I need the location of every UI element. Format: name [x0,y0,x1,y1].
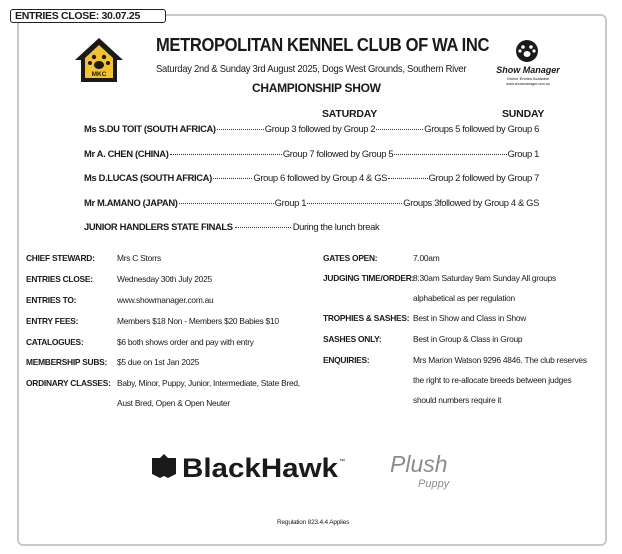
info-label: SASHES ONLY: [323,334,382,344]
judge-name: Mr A. CHEN (CHINA) [84,148,169,159]
info-label: ENQUIRIES: [323,355,370,365]
info-value: Members $18 Non - Members $20 Babies $10 [117,316,279,326]
plush-wordmark: Plush [390,451,448,477]
info-label: CATALOGUES: [26,337,84,347]
info-value: should numbers require it [413,395,502,405]
info-value: Aust Bred, Open & Open Neuter [117,398,230,408]
show-manager-logo [493,38,563,90]
info-value: the right to re-allocate breeds between judges [413,375,572,385]
judge-sunday: Group 1 [507,148,540,159]
info-value: Best in Show and Class in Show [413,313,527,323]
info-value: Mrs Marion Watson 9296 4846. The club reserves [413,355,587,365]
judge-name: Ms D.LUCAS (SOUTH AFRICA) [84,172,212,183]
judge-saturday: Group 3 followed by Group 2 [264,123,376,134]
show-manager-url: www.showmanager.com.au [506,82,550,86]
info-value: 8:30am Saturday 9am Sunday All groups [413,273,556,283]
show-manager-tagline: Online Entries Available [506,76,550,81]
info-value: Best in Group & Class in Group [413,334,523,344]
info-value: Mrs C Storrs [117,253,161,263]
judge-name: Ms S.DU TOIT (SOUTH AFRICA) [84,123,216,134]
info-label: JUDGING TIME/ORDER: [323,273,415,283]
club-logo-text: MKC [91,71,107,78]
plush-puppy-logo [388,448,458,492]
info-label: GATES OPEN: [323,253,378,263]
info-value: Wednesday 30th July 2025 [117,274,212,284]
info-value: Baby, Minor, Puppy, Junior, Intermediate, State Bred, [117,378,300,388]
judge-row [84,197,539,208]
judge-sunday: Groups 3followed by Group 4 & GS [403,197,540,208]
info-label: ENTRIES CLOSE: [26,274,93,284]
judge-row [84,172,539,183]
info-label: ENTRY FEES: [26,316,79,326]
junior-handlers-label: JUNIOR HANDLERS STATE FINALS [84,221,233,232]
judge-row [84,123,539,134]
blackhawk-logo [150,450,345,484]
judge-saturday: Group 1 [274,197,307,208]
saturday-header: SATURDAY [322,108,377,120]
info-value: www.showmanager.com.au [117,295,214,305]
info-label: TROPHIES & SASHES: [323,313,410,323]
judge-sunday: Group 2 followed by Group 7 [428,172,539,183]
club-logo [73,36,125,86]
junior-handlers-value: During the lunch break [292,221,380,232]
junior-handlers-row [84,221,379,232]
info-value: $5 due on 1st Jan 2025 [117,357,200,367]
judge-name: Mr M.AMANO (JAPAN) [84,197,178,208]
judge-sunday: Groups 5 followed by Group 6 [424,123,539,134]
regulation-footer: Regulation 823.4.4 Applies [277,519,350,526]
info-value: 7.00am [413,253,440,263]
info-label: ENTRIES TO: [26,295,77,305]
page-title: METROPOLITAN KENNEL CLUB OF WA INC [156,35,490,55]
info-label: ORDINARY CLASSES: [26,378,111,388]
show-type: CHAMPIONSHIP SHOW [252,81,381,95]
judge-saturday: Group 6 followed by Group 4 & GS [253,172,388,183]
show-manager-name: Show Manager [496,65,560,75]
info-label: CHIEF STEWARD: [26,253,95,263]
event-date-location: Saturday 2nd & Sunday 3rd August 2025, Dogs West Grounds, Southern River [156,63,467,75]
judge-saturday: Group 7 followed by Group 5 [282,148,394,159]
puppy-wordmark: Puppy [418,478,450,490]
info-value: alphabetical as per regulation [413,293,515,303]
judge-row [84,148,539,159]
trademark-symbol: ™ [339,459,345,465]
blackhawk-wordmark: BlackHawk [182,453,340,483]
entries-close-tab: ENTRIES CLOSE: 30.07.25 [10,9,166,23]
sunday-header: SUNDAY [502,108,545,120]
info-label: MEMBERSHIP SUBS: [26,357,108,367]
info-value: $6 both shows order and pay with entry [117,337,254,347]
